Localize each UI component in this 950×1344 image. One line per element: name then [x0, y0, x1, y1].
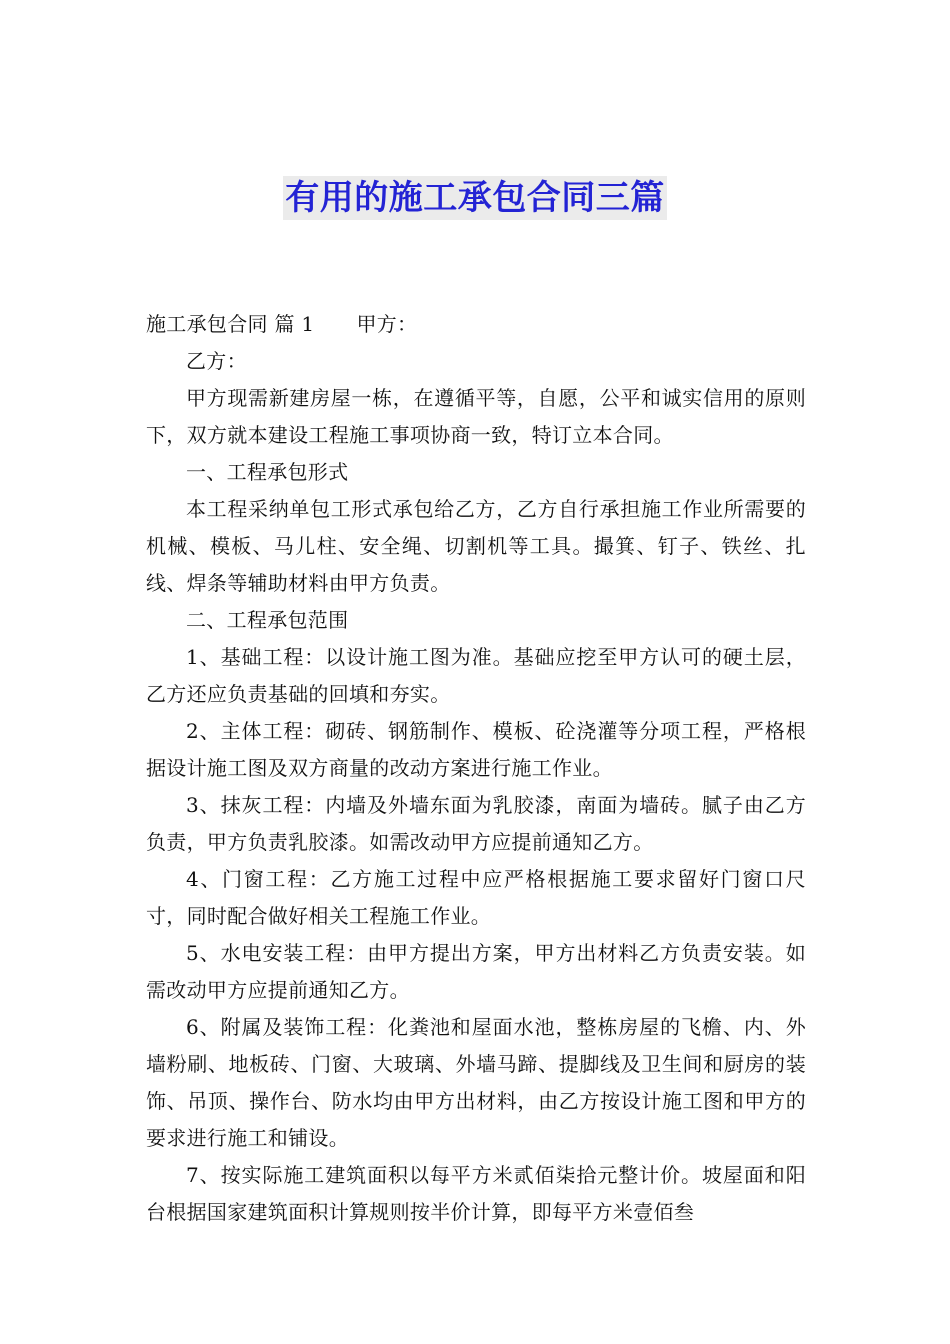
party-a-label: 甲方：: [356, 312, 418, 336]
scope-item-plastering: 3、抹灰工程：内墙及外墙东面为乳胶漆，南面为墙砖。腻子由乙方负责，甲方负责乳胶漆。如需改动甲方应提前通知乙方。: [146, 793, 806, 854]
party-b-label: 乙方：: [186, 349, 247, 373]
contract-heading-line: [146, 306, 806, 343]
contract-part-label: 施工承包合同 篇 1: [146, 312, 315, 336]
section-heading-contract-form: 一、工程承包形式: [186, 460, 349, 484]
document-title: [0, 176, 950, 220]
section-heading-contract-scope: 二、工程承包范围: [186, 608, 349, 632]
scope-item-decoration: 6、附属及装饰工程：化粪池和屋面水池，整栋房屋的飞檐、内、外墙粉刷、地板砖、门窗、大玻璃、外墙马蹄、提脚线及卫生间和厨房的装饰、吊顶、操作台、防水均由甲方出材料，由乙方按设计施工图和甲方的要求进行施工和铺设。: [146, 1015, 806, 1150]
intro-paragraph: 甲方现需新建房屋一栋，在遵循平等，自愿，公平和诚实信用的原则下，双方就本建设工程施工事项协商一致，特订立本合同。: [146, 386, 806, 447]
scope-item-main-structure: 2、主体工程：砌砖、钢筋制作、模板、砼浇灌等分项工程，严格根据设计施工图及双方商量的改动方案进行施工作业。: [146, 719, 806, 780]
scope-item-water-electric: 5、水电安装工程：由甲方提出方案，甲方出材料乙方负责安装。如需改动甲方应提前通知乙方。: [146, 941, 806, 1002]
document-body: [146, 306, 806, 1231]
scope-item-pricing: 7、按实际施工建筑面积以每平方米贰佰柒拾元整计价。坡屋面和阳台根据国家建筑面积计算规则按半价计算，即每平方米壹佰叁: [146, 1163, 806, 1224]
scope-item-foundation: 1、基础工程：以设计施工图为准。基础应挖至甲方认可的硬土层，乙方还应负责基础的回填和夯实。: [146, 645, 806, 706]
contract-form-paragraph: 本工程采纳单包工形式承包给乙方，乙方自行承担施工作业所需要的机械、模板、马儿柱、安全绳、切割机等工具。撮箕、钉子、铁丝、扎线、焊条等辅助材料由甲方负责。: [146, 497, 806, 595]
scope-item-doors-windows: 4、门窗工程：乙方施工过程中应严格根据施工要求留好门窗口尺寸，同时配合做好相关工程施工作业。: [146, 867, 806, 928]
document-title-text: 有用的施工承包合同三篇: [285, 178, 665, 218]
